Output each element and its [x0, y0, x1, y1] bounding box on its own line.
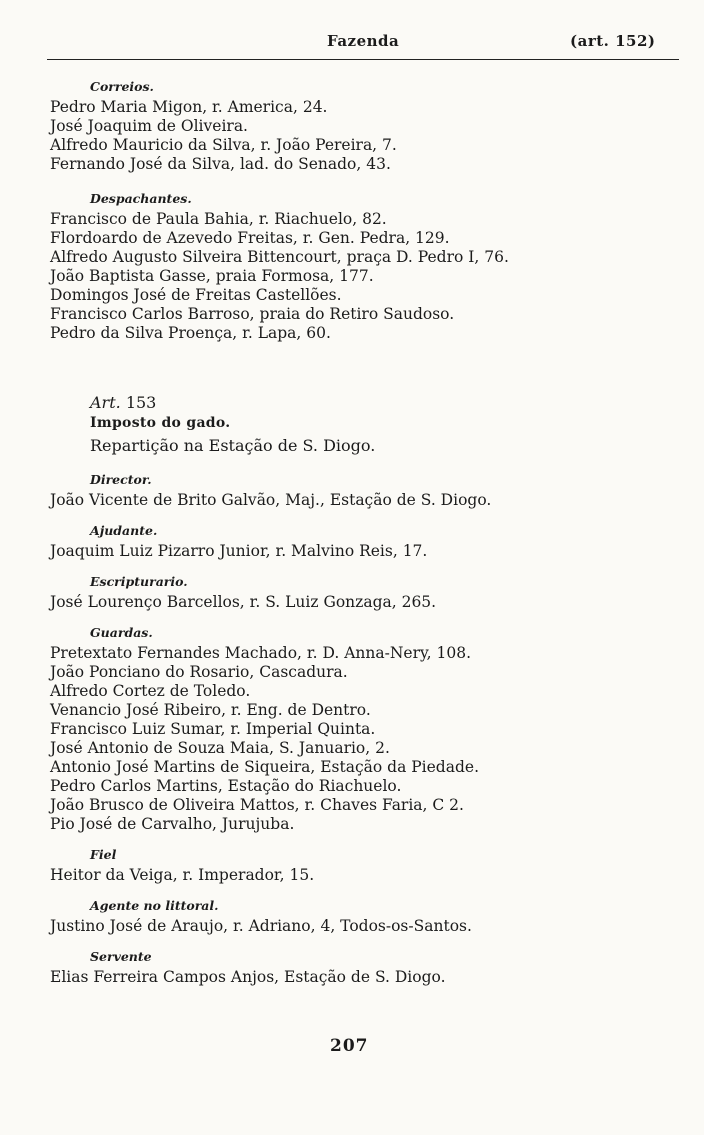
section-fiel	[50, 846, 680, 885]
section-label: Guardas.	[90, 625, 153, 640]
page-body	[50, 78, 680, 987]
entry-line: Fernando José da Silva, lad. do Senado, 43.	[50, 155, 391, 173]
section-label: Escripturario.	[90, 574, 188, 589]
section-correios	[50, 78, 680, 174]
entry-line: João Brusco de Oliveira Mattos, r. Chaves Faria, C 2.	[50, 796, 464, 814]
section-guardas	[50, 624, 680, 834]
section-despachantes	[50, 190, 680, 343]
section-servente	[50, 948, 680, 987]
entry-line: Francisco de Paula Bahia, r. Riachuelo, 82.	[50, 210, 387, 228]
entry-line: Pio José de Carvalho, Jurujuba.	[50, 815, 295, 833]
entry-line: Pedro Carlos Martins, Estação do Riachuelo.	[50, 777, 402, 795]
section-agente	[50, 897, 680, 936]
section-label: Fiel	[90, 847, 117, 862]
entry-line: Alfredo Cortez de Toledo.	[50, 682, 251, 700]
entry-line: Domingos José de Freitas Castellões.	[50, 286, 342, 304]
article-reference: (art. 152)	[570, 32, 656, 50]
page-header	[0, 32, 704, 54]
article-office: Repartição na Estação de S. Diogo.	[90, 436, 376, 455]
section-label: Correios.	[90, 79, 154, 94]
section-director	[50, 471, 680, 510]
entry-line: Pedro da Silva Proença, r. Lapa, 60.	[50, 324, 331, 342]
section-ajudante	[50, 522, 680, 561]
entry-line: Pretextato Fernandes Machado, r. D. Anna-Nery, 108.	[50, 644, 472, 662]
section-escripturario	[50, 573, 680, 612]
entry-line: Alfredo Mauricio da Silva, r. João Pereira, 7.	[50, 136, 397, 154]
section-label: Ajudante.	[90, 523, 158, 538]
section-label: Director.	[90, 472, 152, 487]
entry-line: João Baptista Gasse, praia Formosa, 177.	[50, 267, 374, 285]
entry-line: Justino José de Araujo, r. Adriano, 4, Todos-os-Santos.	[50, 917, 472, 935]
entry-line: Alfredo Augusto Silveira Bittencourt, praça D. Pedro I, 76.	[50, 248, 509, 266]
entry-line: João Ponciano do Rosario, Cascadura.	[50, 663, 348, 681]
entry-line: Flordoardo de Azevedo Freitas, r. Gen. Pedra, 129.	[50, 229, 450, 247]
section-label: Servente	[90, 949, 152, 964]
page-number: 207	[330, 1036, 369, 1056]
article-label: Art.	[90, 393, 121, 412]
article-heading	[90, 393, 680, 413]
entry-line: Venancio José Ribeiro, r. Eng. de Dentro.	[50, 701, 371, 719]
section-label: Agente no littoral.	[90, 898, 219, 913]
article-block	[50, 393, 680, 459]
article-subject: Imposto do gado.	[90, 415, 231, 431]
entry-line: José Joaquim de Oliveira.	[50, 117, 248, 135]
entry-line: Antonio José Martins de Siqueira, Estação da Piedade.	[50, 758, 479, 776]
entry-line: Heitor da Veiga, r. Imperador, 15.	[50, 866, 315, 884]
entry-line: Francisco Carlos Barroso, praia do Retiro Saudoso.	[50, 305, 455, 323]
header-rule	[47, 59, 679, 60]
entry-line: Joaquim Luiz Pizarro Junior, r. Malvino Reis, 17.	[50, 542, 428, 560]
entry-line: José Lourenço Barcellos, r. S. Luiz Gonzaga, 265.	[50, 593, 437, 611]
running-title: Fazenda	[327, 32, 400, 50]
entry-line: Francisco Luiz Sumar, r. Imperial Quinta.	[50, 720, 376, 738]
entry-line: Elias Ferreira Campos Anjos, Estação de S. Diogo.	[50, 968, 446, 986]
entry-line: Pedro Maria Migon, r. America, 24.	[50, 98, 328, 116]
entry-line: José Antonio de Souza Maia, S. Januario, 2.	[50, 739, 390, 757]
article-number: 153	[125, 393, 157, 412]
entry-line: João Vicente de Brito Galvão, Maj., Estação de S. Diogo.	[50, 491, 492, 509]
section-label: Despachantes.	[90, 191, 192, 206]
